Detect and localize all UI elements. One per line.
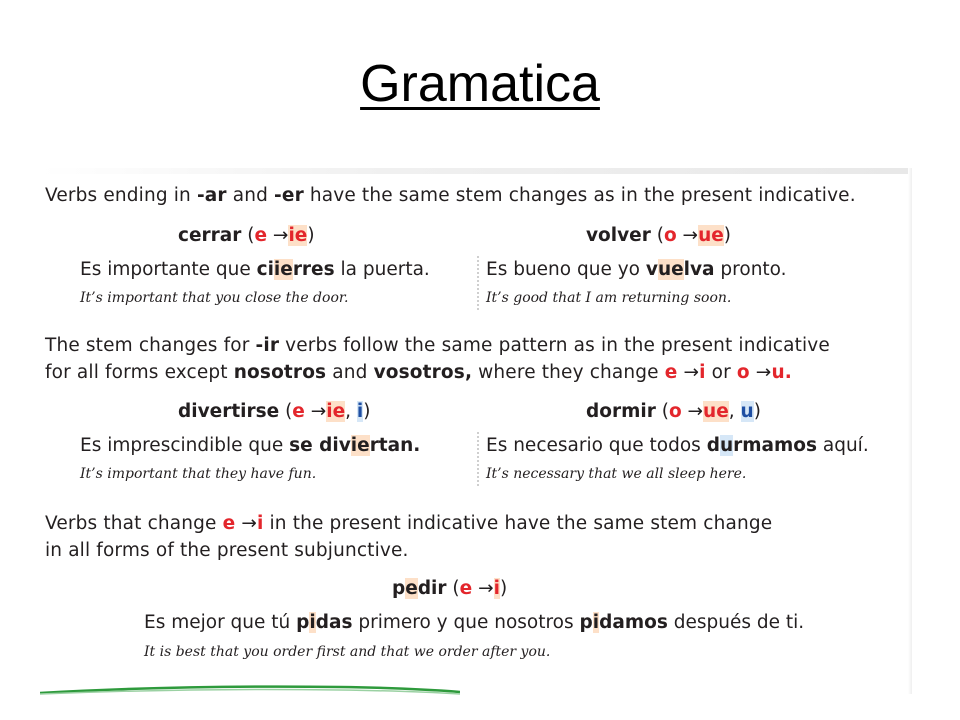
example-dormir: Es necesario que todos durmamos aquí. xyxy=(486,435,869,456)
column-divider-1 xyxy=(477,256,479,310)
verb-pedir: pedir (e →i) xyxy=(392,578,508,599)
rule-ar-er: Verbs ending in -ar and -er have the same stem changes as in the present indicative. xyxy=(45,185,856,206)
example-pedir: Es mejor que tú pidas primero y que nosotros pidamos después de ti. xyxy=(144,612,805,633)
example-divertirse: Es imprescindible que se diviertan. xyxy=(80,435,421,456)
rule-ir-line1: The stem changes for -ir verbs follow the same pattern as in the present indicative xyxy=(45,335,830,356)
translation-dormir: It’s necessary that we all sleep here. xyxy=(486,466,747,482)
verb-divertirse: divertirse (e →ie, i) xyxy=(178,401,371,422)
translation-divertirse: It’s important that they have fun. xyxy=(80,466,317,482)
rule-e-i-line1: Verbs that change e →i in the present indicative have the same stem change xyxy=(45,513,773,534)
verb-volver: volver (o →ue) xyxy=(586,225,731,246)
panel-top-shadow xyxy=(40,168,912,174)
slide-title: Gramatica xyxy=(360,55,600,113)
rule-e-i-line2: in all forms of the present subjunctive. xyxy=(45,540,409,561)
panel-right-shadow xyxy=(908,168,912,694)
translation-cerrar: It’s important that you close the door. xyxy=(80,290,349,306)
translation-volver: It’s good that I am returning soon. xyxy=(486,290,732,306)
translation-pedir: It is best that you order first and that we order after you. xyxy=(144,644,551,660)
rule-ir-line2: for all forms except nosotros and vosotros, where they change e →i or o →u. xyxy=(45,362,792,383)
example-volver: Es bueno que yo vuelva pronto. xyxy=(486,259,787,280)
verb-cerrar: cerrar (e →ie) xyxy=(178,225,315,246)
verb-dormir: dormir (o →ue, u) xyxy=(586,401,761,422)
column-divider-2 xyxy=(477,432,479,486)
example-cerrar: Es importante que ciierres la puerta. xyxy=(80,259,430,280)
decorative-green-line xyxy=(40,683,460,697)
grammar-panel xyxy=(40,168,912,694)
